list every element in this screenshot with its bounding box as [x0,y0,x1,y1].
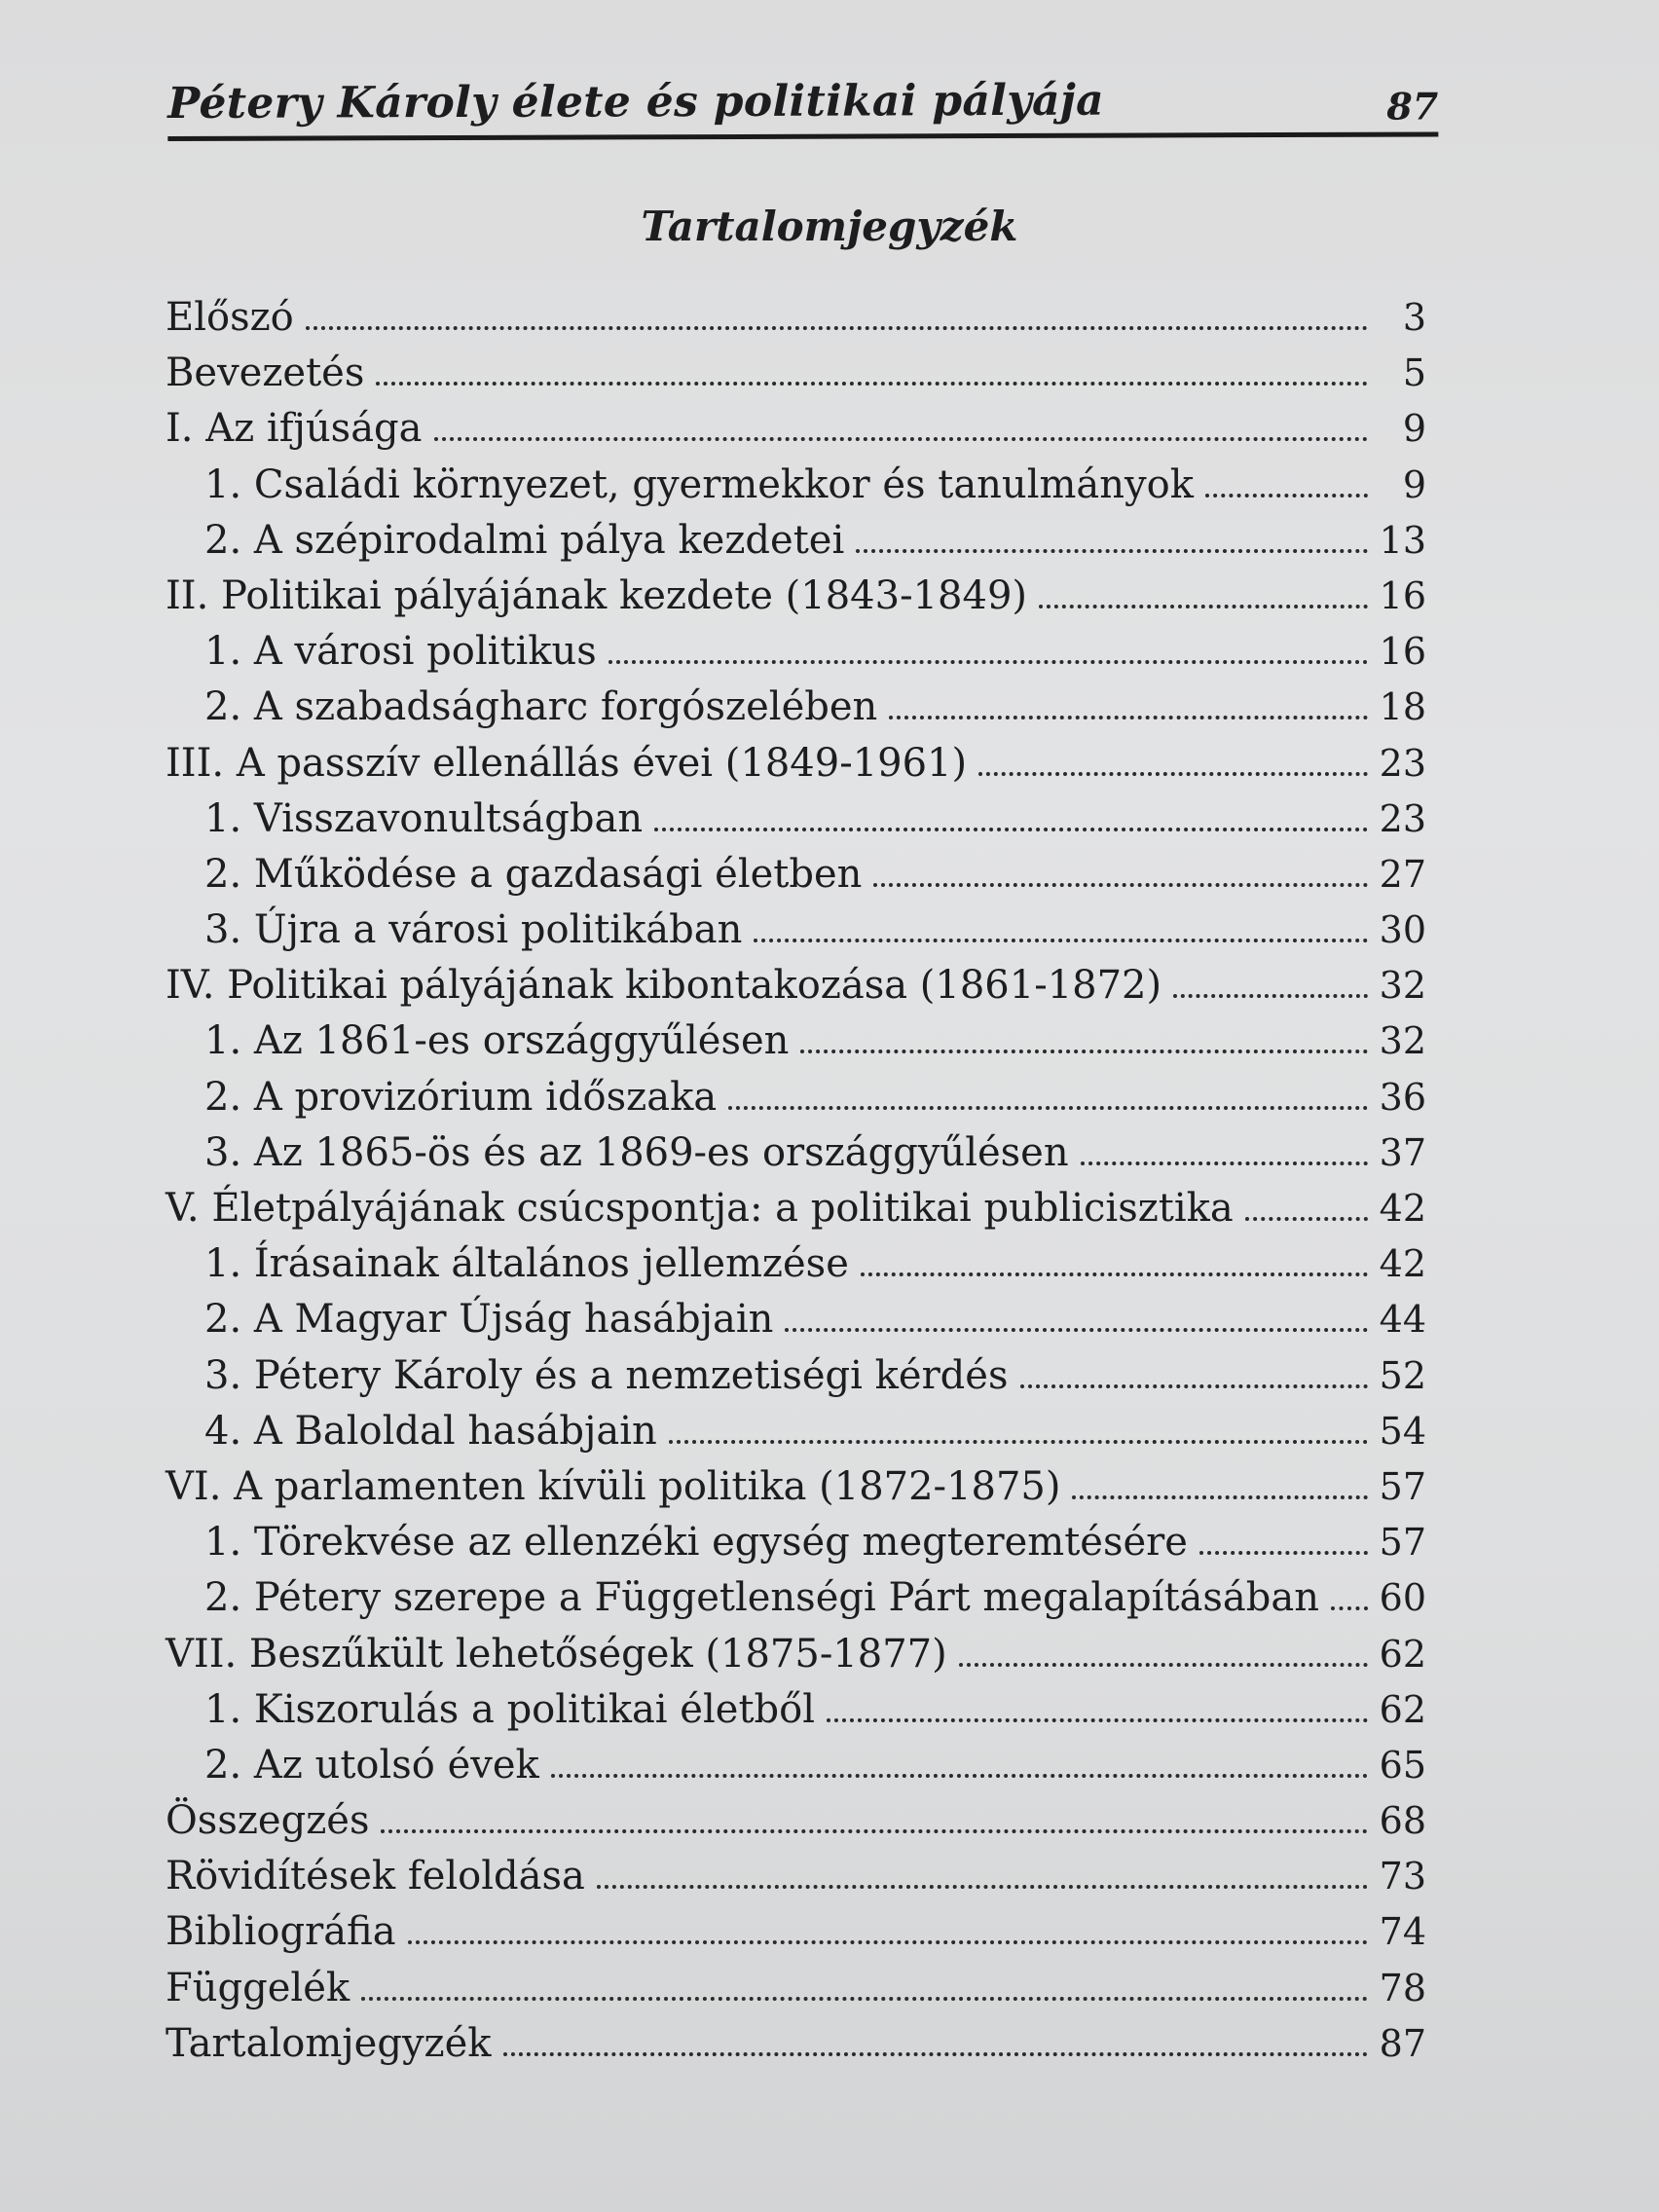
toc-entry-title: 2. A provizórium időszaka [204,1074,718,1120]
toc-entry-title: Összegzés [166,1798,370,1844]
dot-leader [800,1050,1368,1053]
toc-entry [166,903,1426,958]
dot-leader [669,1440,1368,1444]
toc-entry [166,1404,1426,1459]
toc-entry [166,1627,1426,1682]
toc-entry [166,2016,1426,2072]
dot-leader [873,883,1368,887]
dot-leader [889,716,1368,719]
toc-entry-title: Bevezetés [166,350,365,396]
toc-entry-page: 74 [1379,1910,1426,1954]
toc-entry [166,1292,1426,1347]
dot-leader [376,382,1368,386]
toc-entry [166,290,1426,346]
toc-entry-page: 16 [1379,630,1426,674]
running-title: Pétery Károly élete és politikai pályája [167,75,1105,129]
toc-entry-page: 3 [1402,296,1426,339]
toc-entry-title: 2. A szabadságharc forgószelében [204,684,878,730]
toc-entry-title: 3. Újra a városi politikában [204,907,743,953]
toc-entry [166,1904,1426,1960]
toc-entry-page: 57 [1379,1521,1426,1565]
toc-entry-page: 68 [1379,1799,1426,1843]
dot-leader [1245,1217,1368,1221]
dot-leader [654,828,1368,831]
toc-entry [166,1682,1426,1738]
table-of-contents [166,290,1426,2072]
toc-entry [166,736,1426,792]
dot-leader [1081,1161,1368,1165]
toc-entry-title: 2. A szépirodalmi pálya kezdetei [204,517,845,563]
dot-leader [959,1663,1368,1667]
toc-entry [166,1849,1426,1904]
toc-entry-title: VII. Beszűkült lehetőségek (1875-1877) [166,1631,947,1677]
dot-leader [827,1718,1368,1722]
dot-leader [861,1272,1368,1276]
toc-entry-title: Előszó [166,295,294,340]
dot-leader [381,1829,1368,1833]
toc-entry [166,792,1426,847]
toc-entry-title: IV. Politikai pályájának kibontakozása (1861-1872) [166,963,1162,1009]
page-header [167,34,1438,141]
dot-leader [551,1774,1368,1778]
page-number: 87 [1386,84,1439,129]
toc-entry-title: II. Politikai pályájának kezdete (1843-1849) [166,572,1027,618]
toc-entry-title: 3. Az 1865-ös és az 1869-es országgyűlésen [204,1129,1069,1175]
toc-entry [166,1570,1426,1626]
toc-entry-title: 1. Írásainak általános jellemzése [204,1241,849,1287]
toc-entry-title: Bibliográfia [166,1909,396,1955]
dot-leader [1039,605,1368,608]
toc-entry [166,680,1426,735]
toc-entry-page: 42 [1379,1187,1426,1230]
dot-leader [306,326,1368,330]
toc-entry [166,1181,1426,1236]
dot-leader [1331,1606,1368,1610]
dot-leader [361,1997,1368,2001]
dot-leader [408,1940,1368,1944]
dot-leader [978,772,1368,776]
toc-entry-title: Rövidítések feloldása [166,1854,585,1899]
toc-entry [166,847,1426,903]
toc-entry-title: I. Az ifjúsága [166,406,423,452]
toc-entry [166,1515,1426,1570]
toc-entry-title: 1. Visszavonultságban [204,795,644,841]
toc-entry-page: 23 [1379,796,1426,840]
toc-entry-title: Tartalomjegyzék [166,2020,492,2066]
toc-entry-page: 13 [1379,518,1426,562]
dot-leader [754,939,1368,942]
toc-entry-page: 18 [1379,685,1426,729]
toc-entry [166,458,1426,513]
toc-entry-page: 9 [1402,407,1426,451]
toc-entry-page: 5 [1402,351,1426,395]
toc-entry-page: 44 [1379,1298,1426,1342]
toc-entry [166,401,1426,457]
toc-title: Tartalomjegyzék [641,203,1018,250]
toc-entry [166,513,1426,569]
toc-entry-page: 60 [1379,1576,1426,1620]
toc-entry-title: 1. Törekvése az ellenzéki egység megteremtésére [204,1520,1188,1566]
toc-entry-title: 3. Pétery Károly és a nemzetiségi kérdés [204,1352,1009,1398]
dot-leader [434,437,1369,441]
toc-entry-page: 42 [1379,1242,1426,1286]
toc-entry [166,1738,1426,1793]
toc-entry-page: 23 [1379,741,1426,785]
toc-entry-title: 1. A városi politikus [204,629,597,675]
toc-entry [166,1236,1426,1292]
dot-leader [503,2052,1368,2056]
toc-entry-page: 54 [1379,1409,1426,1453]
toc-entry-page: 32 [1379,964,1426,1008]
toc-entry-page: 30 [1379,908,1426,952]
toc-entry-title: III. A passzív ellenállás évei (1849-1961) [166,740,968,786]
toc-entry [166,624,1426,680]
toc-entry-title: V. Életpályájának csúcspontja: a politikai publicisztika [166,1186,1234,1231]
dot-leader [785,1328,1368,1332]
dot-leader [1205,494,1368,498]
toc-entry [166,1125,1426,1181]
toc-entry-title: Függelék [166,1965,350,2010]
toc-entry-page: 52 [1379,1353,1426,1397]
toc-entry-page: 9 [1402,462,1426,506]
toc-entry-page: 87 [1379,2021,1426,2065]
dot-leader [597,1885,1368,1889]
toc-entry [166,1459,1426,1515]
toc-entry [166,958,1426,1014]
toc-entry-page: 62 [1379,1687,1426,1731]
toc-entry-page: 62 [1379,1632,1426,1676]
dot-leader [856,549,1368,553]
toc-entry [166,569,1426,624]
toc-entry-title: 1. Családi környezet, gyermekkor és tanulmányok [204,461,1194,507]
toc-entry [166,1348,1426,1404]
toc-entry-title: 2. Működése a gazdasági életben [204,851,863,897]
toc-entry-page: 32 [1379,1019,1426,1063]
toc-entry-title: 4. A Baloldal hasábjain [204,1408,657,1454]
toc-entry-page: 57 [1379,1464,1426,1508]
toc-entry-title: VI. A parlamenten kívüli politika (1872-1875) [166,1463,1061,1509]
dot-leader [1199,1551,1368,1555]
toc-entry-page: 36 [1379,1075,1426,1119]
toc-entry-page: 78 [1379,1966,1426,2009]
dot-leader [1072,1495,1368,1499]
dot-leader [608,660,1368,664]
dot-leader [1173,994,1368,998]
dot-leader [1020,1384,1369,1388]
toc-entry-page: 73 [1379,1855,1426,1899]
toc-entry-page: 16 [1379,573,1426,617]
toc-entry-title: 1. Kiszorulás a politikai életből [204,1686,815,1732]
toc-entry-title: 1. Az 1861-es országgyűlésen [204,1018,790,1064]
toc-entry-title: 2. Az utolsó évek [204,1742,539,1788]
toc-entry [166,1014,1426,1069]
toc-entry-page: 37 [1379,1130,1426,1174]
dot-leader [728,1106,1368,1110]
toc-entry-page: 27 [1379,852,1426,896]
toc-entry-title: 2. Pétery szerepe a Függetlenségi Párt megalapításában [204,1575,1319,1621]
toc-entry [166,1793,1426,1849]
toc-entry [166,346,1426,401]
toc-entry-page: 65 [1379,1743,1426,1787]
toc-entry [166,1961,1426,2016]
toc-entry [166,1070,1426,1125]
toc-entry-title: 2. A Magyar Újság hasábjain [204,1297,774,1343]
